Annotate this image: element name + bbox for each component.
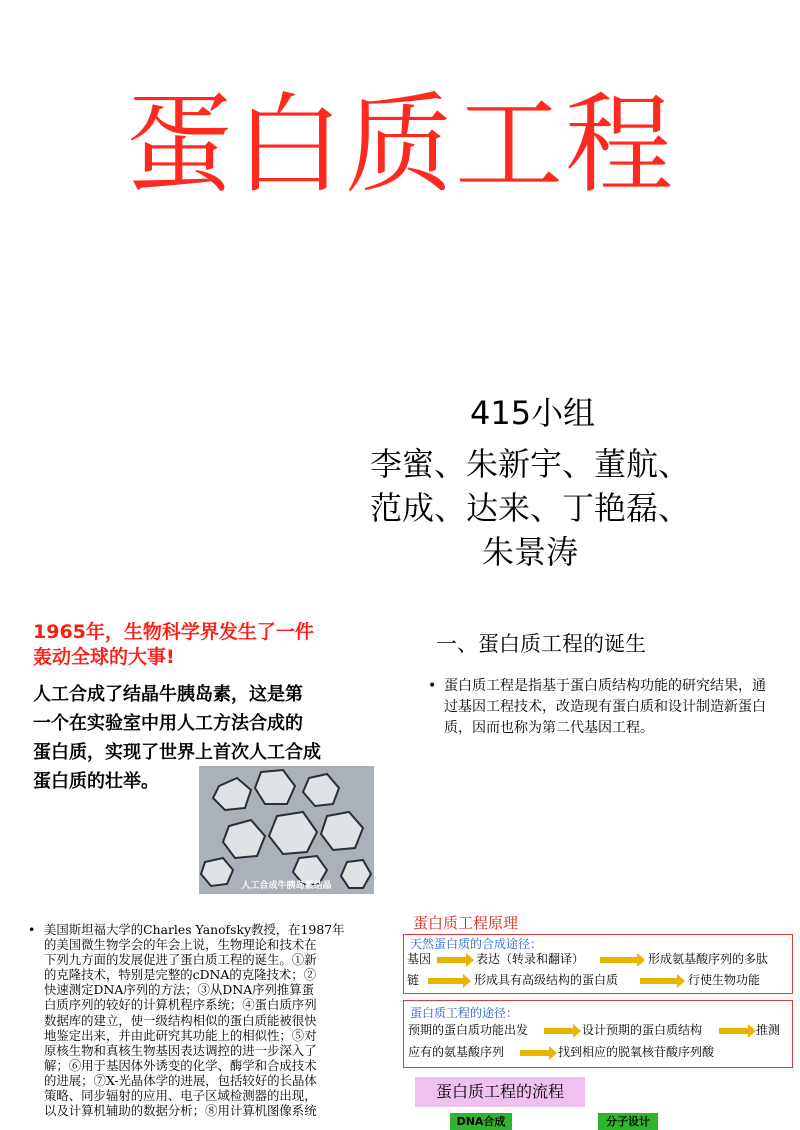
bullet-dot: • (428, 678, 437, 694)
flow-step: 链 (407, 973, 420, 987)
flow-step: 应有的氨基酸序列 (408, 1045, 505, 1059)
flow-step: 形成氨基酸序列的多肽 (648, 952, 769, 966)
flow-step: 基因 (407, 952, 432, 966)
birth-bullet-text: 蛋白质工程是指基于蛋白质结构功能的研究结果，通过基因工程技术，改造现有蛋白质和设计制造新蛋白质，因而也称为第二代基因工程。 (444, 678, 766, 736)
flow-step: 设计预期的蛋白质结构 (582, 1023, 703, 1037)
arrow-icon (600, 957, 638, 963)
yanofsky-line: 白质序列的较好的计算机程序系统；④蛋白质序列 (44, 997, 317, 1013)
page-title: 蛋白质工程 (124, 83, 675, 208)
yanofsky-line: 快速测定DNA序列的方法；③从DNA序列推算蛋 (44, 982, 315, 998)
member-line: 李蜜、朱新宇、董航、 (369, 445, 690, 483)
yanofsky-line: 原核生物和真核生物基因表达调控的进一步深入了 (44, 1042, 317, 1058)
arrow-icon (520, 1050, 550, 1056)
yanofsky-line: 解；⑥用于基因体外诱变的化学、酶学和合成技术 (44, 1057, 317, 1073)
history-body-line: 人工合成了结晶牛胰岛素，这是第 (33, 684, 303, 705)
crystal-image (199, 766, 374, 894)
yanofsky-lines (44, 922, 380, 1118)
flow-step: 预期的蛋白质功能出发 (408, 1023, 529, 1037)
principle-title: 蛋白质工程原理 (413, 914, 519, 932)
yanofsky-line: 的克隆技术，特别是完整的cDNA的克隆技术；② (44, 967, 317, 983)
flow-step: 行使生物功能 (688, 973, 761, 987)
yanofsky-line: 美国斯坦福大学的Charles Yanofsky教授，在1987年 (44, 922, 345, 937)
arrow-icon (544, 1028, 574, 1034)
process-tag-dna: DNA合成 (450, 1113, 512, 1130)
crystal-caption: 人工合成牛胰岛素结晶 (241, 881, 332, 891)
natural-pathway-title: 天然蛋白质的合成途径： (410, 937, 543, 951)
process-tag-design: 分子设计 (598, 1113, 658, 1130)
yanofsky-line: 的美国微生物学会的年会上说，生物理论和技术在 (44, 937, 317, 953)
flow-step: 表达（转录和翻译） (476, 952, 585, 966)
flow-step: 找到相应的脱氧核苷酸序列酸 (558, 1045, 715, 1059)
history-heading-line: 轰动全球的大事! (33, 646, 175, 668)
arrow-icon (428, 978, 464, 984)
engineering-pathway-box (403, 1000, 793, 1068)
arrow-icon (719, 1028, 749, 1034)
yanofsky-line: 以及计算机辅助的数据分析；⑧用计算机图像系统 (44, 1103, 317, 1119)
bullet-dot: • (28, 922, 36, 937)
yanofsky-line: 下列九方面的发展促进了蛋白质工程的诞生。①新 (44, 952, 317, 968)
yanofsky-line: 策略、同步辐射的应用、电子区域检测器的出现， (44, 1088, 317, 1104)
insulin-crystal-photo (199, 766, 374, 894)
arrow-icon (437, 957, 467, 963)
engineering-pathway-title: 蛋白质工程的途径： (410, 1006, 519, 1020)
birth-heading: 一、蛋白质工程的诞生 (436, 632, 646, 656)
yanofsky-line: 地鉴定出来，并由此研究其功能上的相似性；⑤对 (44, 1027, 317, 1043)
yanofsky-text (28, 922, 380, 1118)
history-body-line: 蛋白质的壮举。 (33, 771, 159, 792)
yanofsky-line: 的进展；⑦X-光晶体学的进展，包括较好的长晶体 (44, 1072, 317, 1088)
process-title: 蛋白质工程的流程 (415, 1077, 585, 1107)
flow-step: 推测 (756, 1023, 781, 1037)
member-list (340, 442, 720, 574)
history-heading (33, 620, 393, 670)
history-body-line: 一个在实验室中用人工方法合成的 (33, 713, 303, 734)
birth-bullet (428, 676, 768, 739)
arrow-icon (640, 978, 678, 984)
history-body-line: 蛋白质，实现了世界上首次人工合成 (33, 742, 321, 763)
member-line: 朱景涛 (481, 533, 578, 571)
yanofsky-line: 数据库的建立，使一级结构相似的蛋白质能被很快 (44, 1012, 317, 1028)
group-name: 415小组 (470, 394, 596, 432)
member-line: 范成、达来、丁艳磊、 (369, 489, 690, 527)
history-heading-line: 1965年，生物科学界发生了一件 (33, 621, 314, 643)
natural-pathway-box (403, 934, 793, 994)
flow-step: 形成具有高级结构的蛋白质 (474, 973, 619, 987)
